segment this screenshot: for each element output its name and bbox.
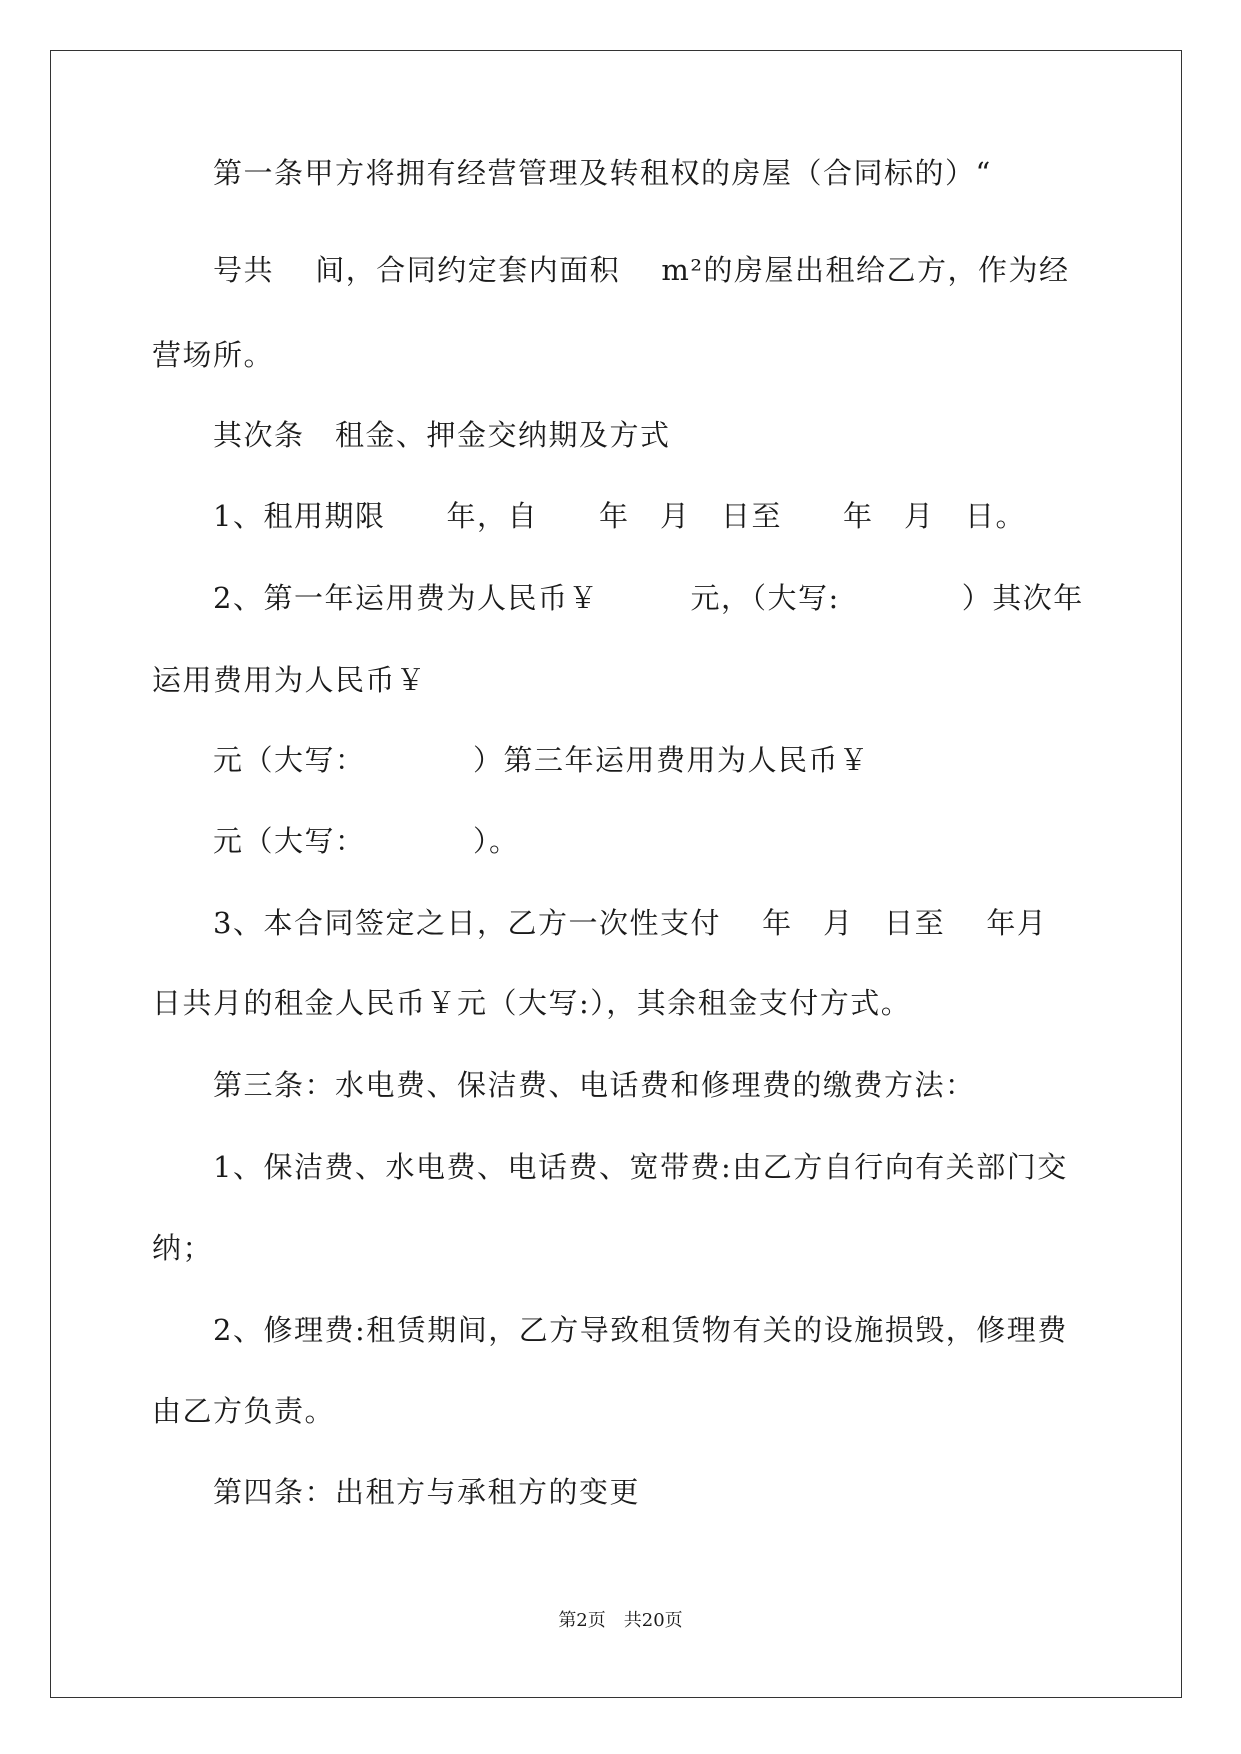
text-line-6: 2、第一年运用费为人民币￥ 元，（大写: ）其次年 — [213, 581, 1084, 615]
page-footer: 第2页 共20页 — [558, 1610, 683, 1631]
text-line-5: 1、租用期限 年，自 年 月 日至 年 月 日。 — [213, 499, 1026, 533]
text-line-3: 营场所。 — [152, 338, 275, 372]
text-line-4: 其次条 租金、押金交纳期及方式 — [213, 418, 671, 452]
text-line-2: 号共 间，合同约定套内面积 m²的房屋出租给乙方，作为经 — [213, 253, 1070, 287]
text-line-9: 元（大写： ）。 — [213, 824, 520, 858]
text-line-1: 第一条甲方将拥有经营管理及转租权的房屋（合同标的）“ — [213, 156, 992, 190]
text-line-11: 日共月的租金人民币￥元（大写:），其余租金支付方式。 — [152, 986, 912, 1020]
text-line-17: 第四条：出租方与承租方的变更 — [213, 1475, 641, 1509]
text-line-8: 元（大写： ）第三年运用费用为人民币￥ — [213, 743, 870, 777]
text-line-13: 1、保洁费、水电费、电话费、宽带费:由乙方自行向有关部门交 — [213, 1150, 1068, 1184]
text-line-14: 纳； — [152, 1231, 214, 1265]
text-line-7: 运用费用为人民币￥ — [152, 663, 427, 697]
text-line-12: 第三条：水电费、保洁费、电话费和修理费的缴费方法： — [213, 1068, 976, 1102]
text-line-16: 由乙方负责。 — [152, 1394, 336, 1428]
text-line-10: 3、本合同签定之日，乙方一次性支付 年 月 日至 年月 — [213, 906, 1048, 940]
page-border — [50, 50, 1182, 1698]
text-line-15: 2、修理费:租赁期间，乙方导致租赁物有关的设施损毁，修理费 — [213, 1313, 1068, 1347]
